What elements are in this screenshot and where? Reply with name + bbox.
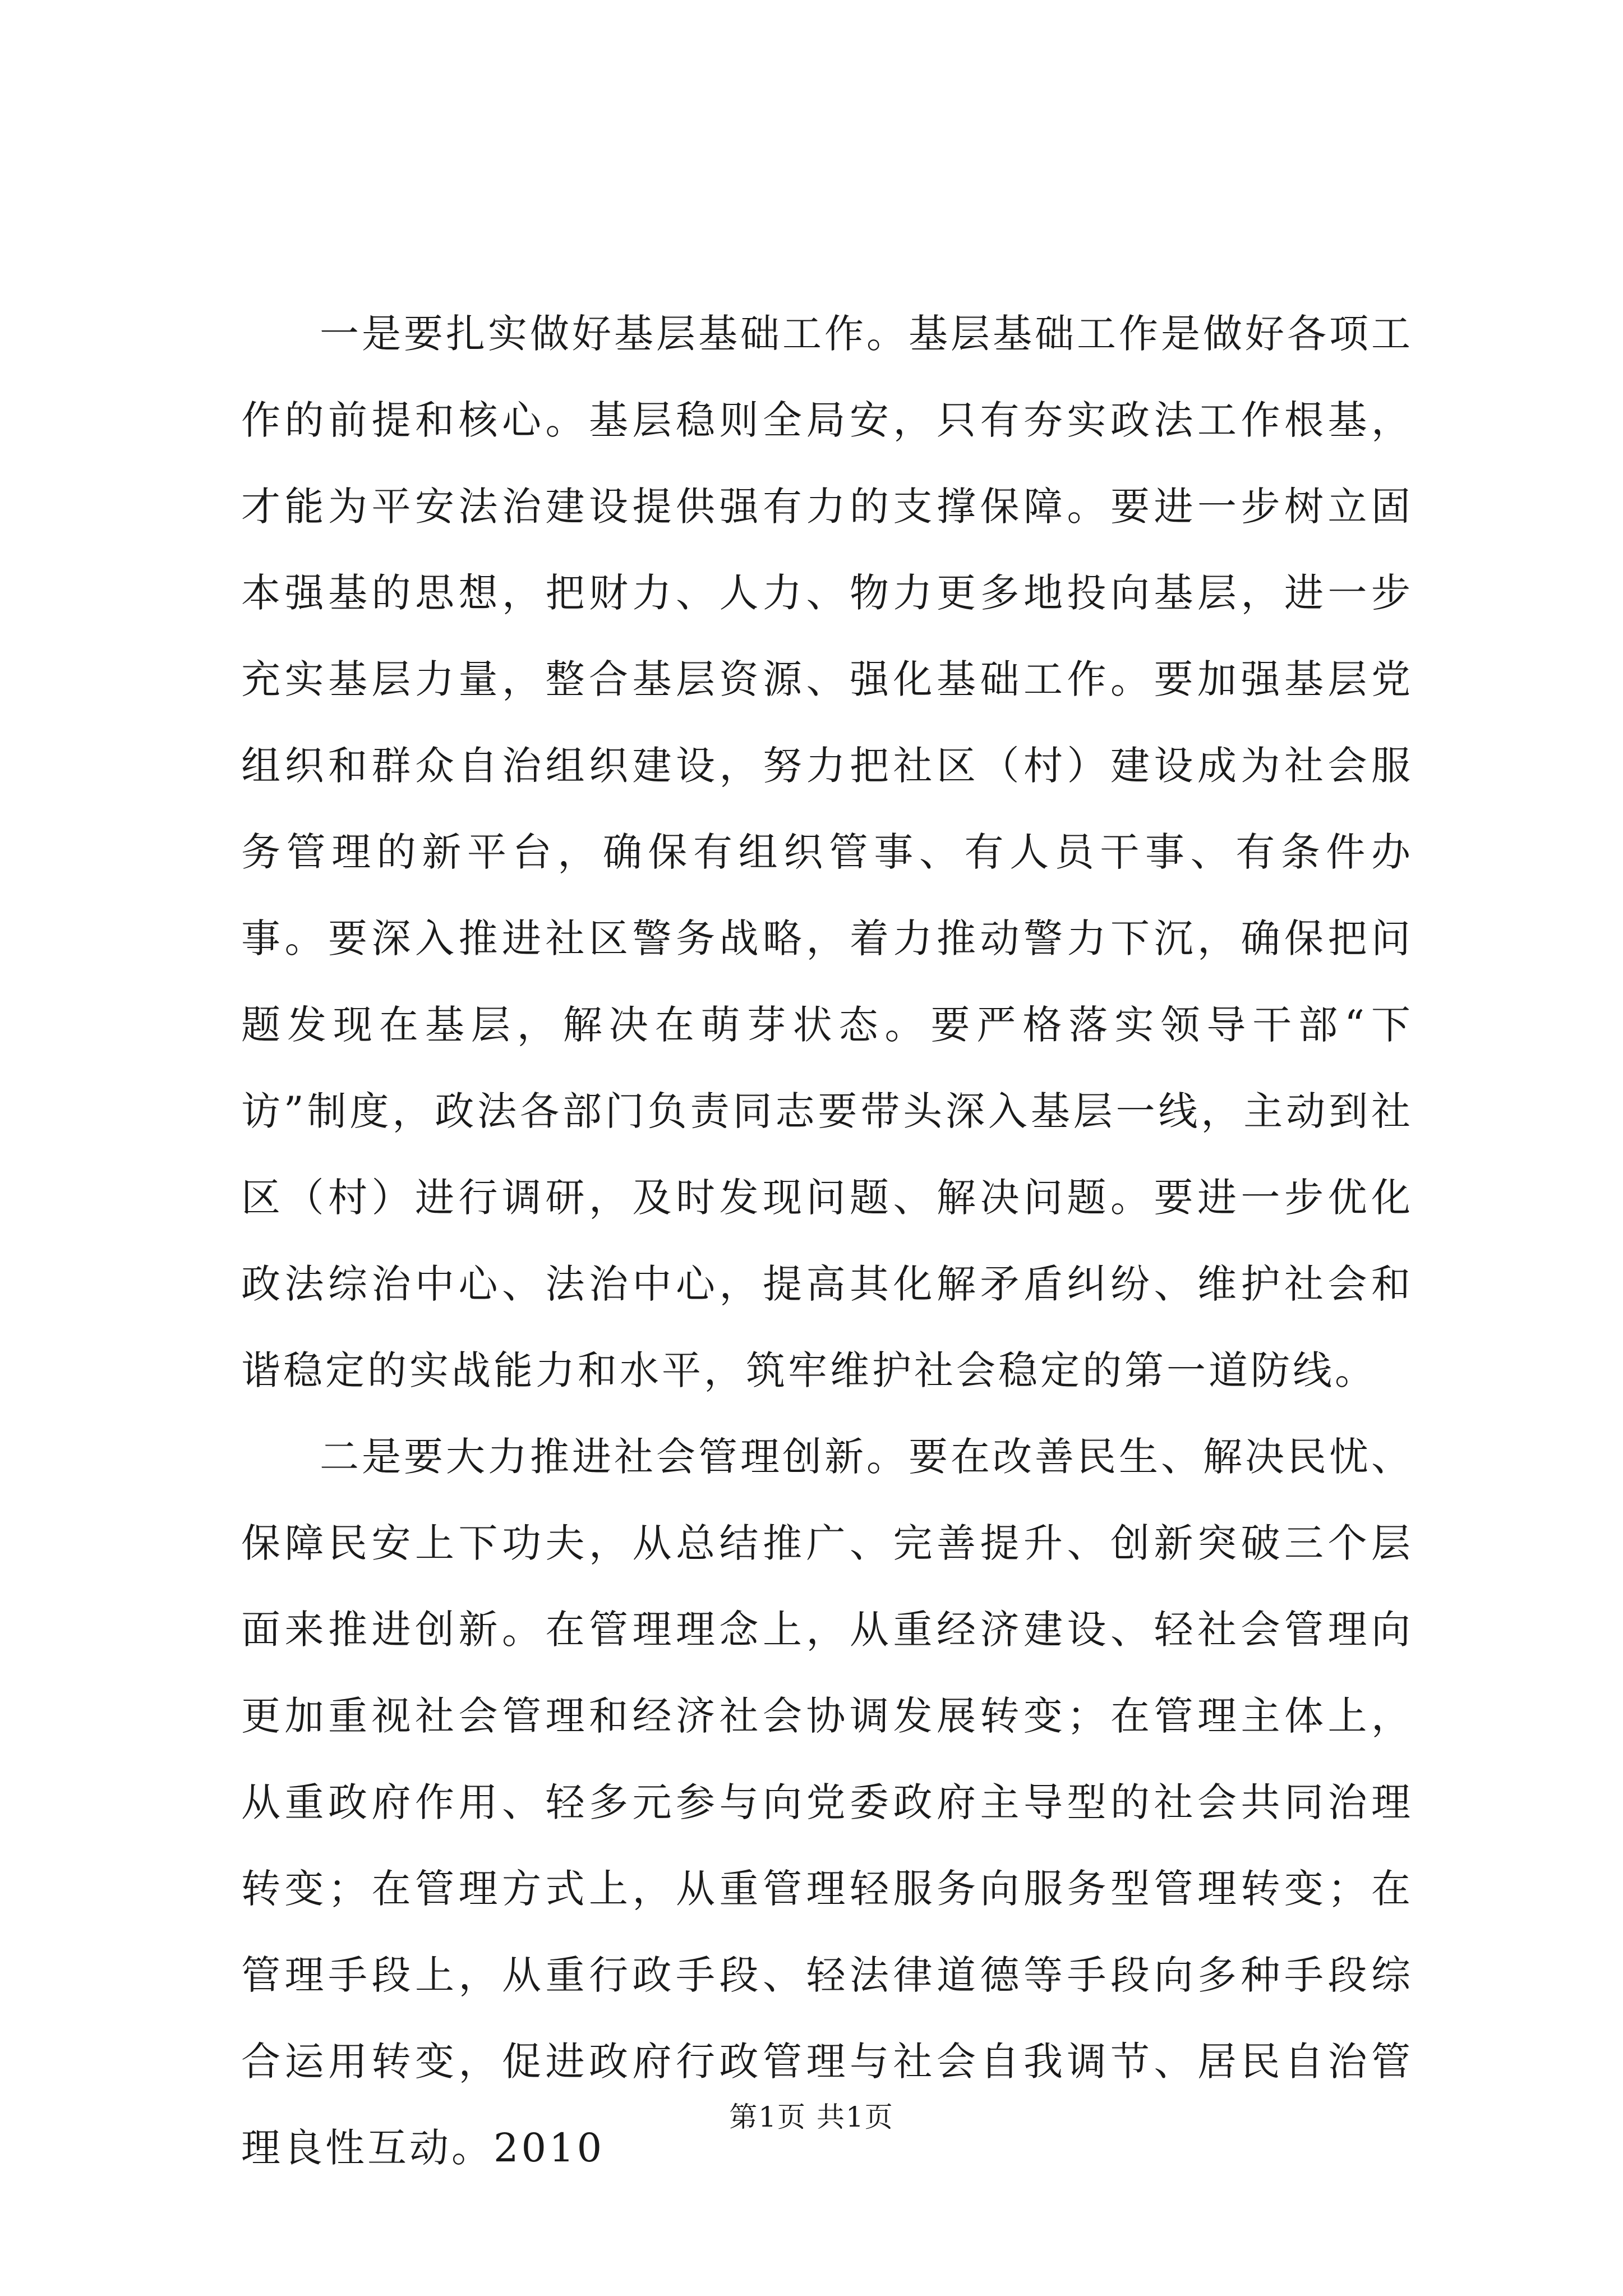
paragraph-social-management-innovation: 二是要大力推进社会管理创新。要在改善民生、解决民忧、保障民安上下功夫，从总结推广、完善提升、创新突破三个层面来推进创新。在管理理念上，从重经济建设、轻社会管理向更加重视社会管理和经济社会协调发展转变；在管理主体上，从重政府作用、轻多元参与向党委政府主导型的社会共同治理转变；在管理方式上，从重管理轻服务向服务型管理转变；在管理手段上，从重行政手段、轻法律道德等手段向多种手段综合运用转变，促进政府行政管理与社会自我调节、居民自治管理良性互动。2010 bbox=[241, 1434, 1413, 2171]
document-body bbox=[241, 291, 1413, 2191]
paragraph-grassroots-work: 一是要扎实做好基层基础工作。基层基础工作是做好各项工作的前提和核心。基层稳则全局安，只有夯实政法工作根基，才能为平安法治建设提供强有力的支撑保障。要进一步树立固本强基的思想，把财力、人力、物力更多地投向基层，进一步充实基层力量，整合基层资源、强化基础工作。要加强基层党组织和群众自治组织建设，努力把社区（村）建设成为社会服务管理的新平台，确保有组织管事、有人员干事、有条件办事。要深入推进社区警务战略，着力推动警力下沉，确保把问题发现在基层，解决在萌芽状态。要严格落实领导干部“下访”制度，政法各部门负责同志要带头深入基层一线，主动到社区（村）进行调研，及时发现问题、解决问题。要进一步优化政法综治中心、法治中心，提高其化解矛盾纠纷、维护社会和谐稳定的实战能力和水平，筑牢维护社会稳定的第一道防线。 bbox=[241, 311, 1413, 1393]
page-footer: 第1页 共1页 bbox=[729, 2101, 894, 2133]
